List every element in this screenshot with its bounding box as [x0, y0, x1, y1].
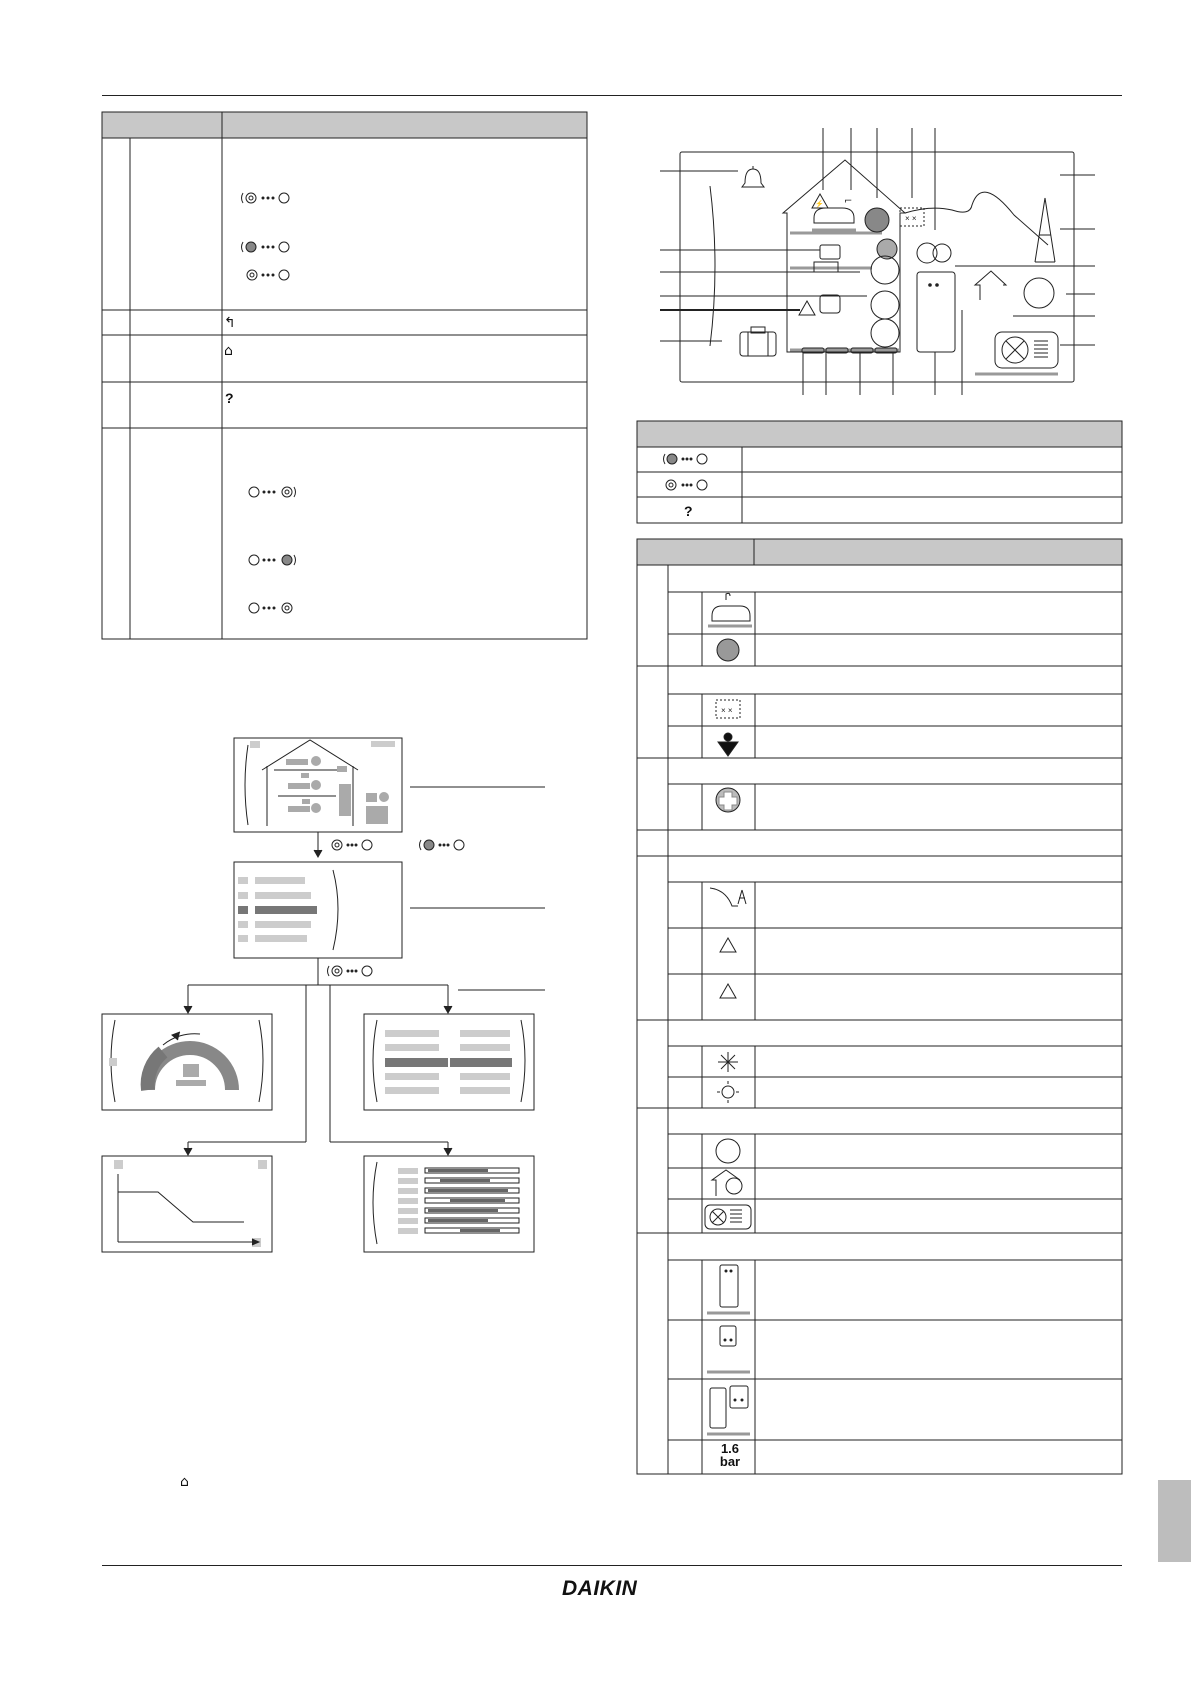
sun-icon: [933, 244, 951, 262]
dial-press-turn-icon: [242, 193, 290, 203]
dial-press-icon: [242, 242, 290, 252]
svg-text:× ×: × ×: [905, 214, 917, 223]
brand-name: DAIKIN: [562, 1577, 638, 1600]
controls-table: [102, 112, 587, 639]
home-screen-diagram: [660, 128, 1095, 395]
home-icon-small: ⌂: [180, 1474, 189, 1490]
dial-right-press-icon: [249, 555, 296, 565]
dial-turn-icon: [247, 270, 289, 280]
pressure-value: 1.6: [720, 1441, 740, 1456]
svg-text:⌐: ⌐: [844, 196, 853, 207]
pressure-unit: bar: [719, 1454, 741, 1469]
dial-right-turn-icon-2: [249, 603, 292, 613]
dial-right-turn-icon: [249, 487, 296, 497]
icon-legend-table: [637, 539, 1122, 1474]
back-icon: ↰: [224, 315, 236, 331]
svg-text:× ×: × ×: [721, 706, 733, 715]
daikin-logo: [562, 1577, 652, 1601]
pressure-label: [705, 1442, 755, 1468]
help-icon-table: ?: [684, 503, 693, 519]
dial-action-table: [637, 421, 1122, 523]
navigation-flow-diagram: [102, 738, 545, 1252]
help-icon: ?: [225, 390, 234, 406]
svg-text:⚡: ⚡: [815, 201, 824, 208]
home-icon: ⌂: [224, 343, 233, 359]
